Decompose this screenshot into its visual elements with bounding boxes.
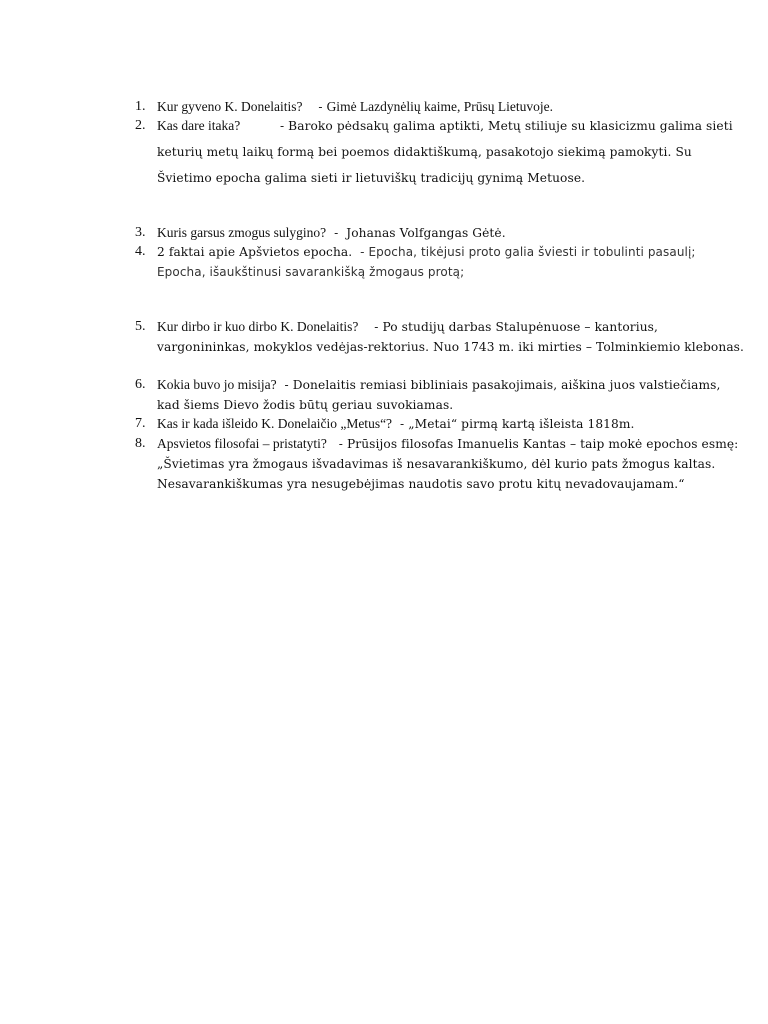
list-item-text	[157, 375, 747, 415]
separator: -	[392, 417, 409, 431]
question-text: Kas ir kada išleido K. Donelaičio „Metus“?	[157, 416, 393, 431]
answer-text: „Metai“ pirmą kartą išleista 1818m.	[408, 417, 635, 431]
question-text: Kur gyveno K. Donelaitis?	[157, 99, 303, 114]
separator: -	[352, 245, 369, 259]
list-item-text	[157, 113, 747, 191]
answer-text: Baroko pėdsakų galima aptikti, Metų stiliuje su klasicizmu galima sieti keturių metų laikų formą bei poemos didaktiškumą, pasakotojo siekimą pamokyti. Su Švietimo epocha galima sieti ir lietuviškų tradicijų gynimą Metuose.	[157, 119, 733, 185]
question-text: Kas dare itaka?	[157, 118, 241, 133]
list-number: 2.	[135, 118, 146, 133]
separator: -	[240, 119, 289, 133]
question-text: Kokia buvo jo misija?	[157, 377, 277, 392]
list-item-text	[157, 434, 747, 494]
answer-text: Epocha, tikėjusi proto galia šviesti ir tobulinti pasaulį; Epocha, išaukštinusi savarankišką žmogaus protą;	[157, 245, 696, 279]
answer-text: Po studijų darbas Stalupėnuose – kantorius, vargonininkas, mokyklos vedėjas-rektorius. Nuo 1743 m. iki mirties – Tolminkiemio klebonas.	[157, 320, 745, 354]
list-number: 8.	[135, 436, 146, 451]
separator: -	[302, 100, 327, 114]
answer-text: Gimė Lazdynėlių kaime, Prūsų Lietuvoje.	[326, 99, 554, 114]
list-number: 5.	[135, 319, 146, 334]
list-number: 3.	[135, 225, 146, 240]
question-text: Apsvietos filosofai – pristatyti?	[157, 436, 327, 451]
list-item-text	[157, 414, 747, 434]
separator: -	[358, 320, 383, 334]
question-text: Kur dirbo ir kuo dirbo K. Donelaitis?	[157, 319, 359, 334]
list-number: 4.	[135, 244, 146, 259]
answer-text: Donelaitis remiasi bibliniais pasakojimais, aiškina juos valstiečiams, kad šiems Dievo žodis būtų geriau suvokiamas.	[157, 378, 721, 412]
separator: -	[276, 378, 293, 392]
list-item-text	[157, 242, 747, 282]
list-number: 1.	[135, 99, 146, 114]
question-text: 2 faktai apie Apšvietos epocha.	[157, 245, 353, 259]
question-text: Kuris garsus zmogus sulygino?	[157, 225, 327, 240]
list-number: 6.	[135, 377, 146, 392]
separator: -	[326, 437, 347, 451]
separator: -	[326, 226, 347, 240]
answer-text: Johanas Volfgangas Gėtė.	[346, 226, 506, 240]
answer-text: Prūsijos filosofas Imanuelis Kantas – taip mokė epochos esmę: „Švietimas yra žmogaus išvadavimas iš nesavarankiškumo, dėl kurio pats žmogus kaltas. Nesavarankiškumas yra nesugebėjimas naudotis savo protu kitų nevadovaujamam.“	[157, 437, 739, 491]
list-item-text	[157, 317, 747, 357]
list-number: 7.	[135, 416, 146, 431]
list-item-text	[157, 223, 747, 243]
